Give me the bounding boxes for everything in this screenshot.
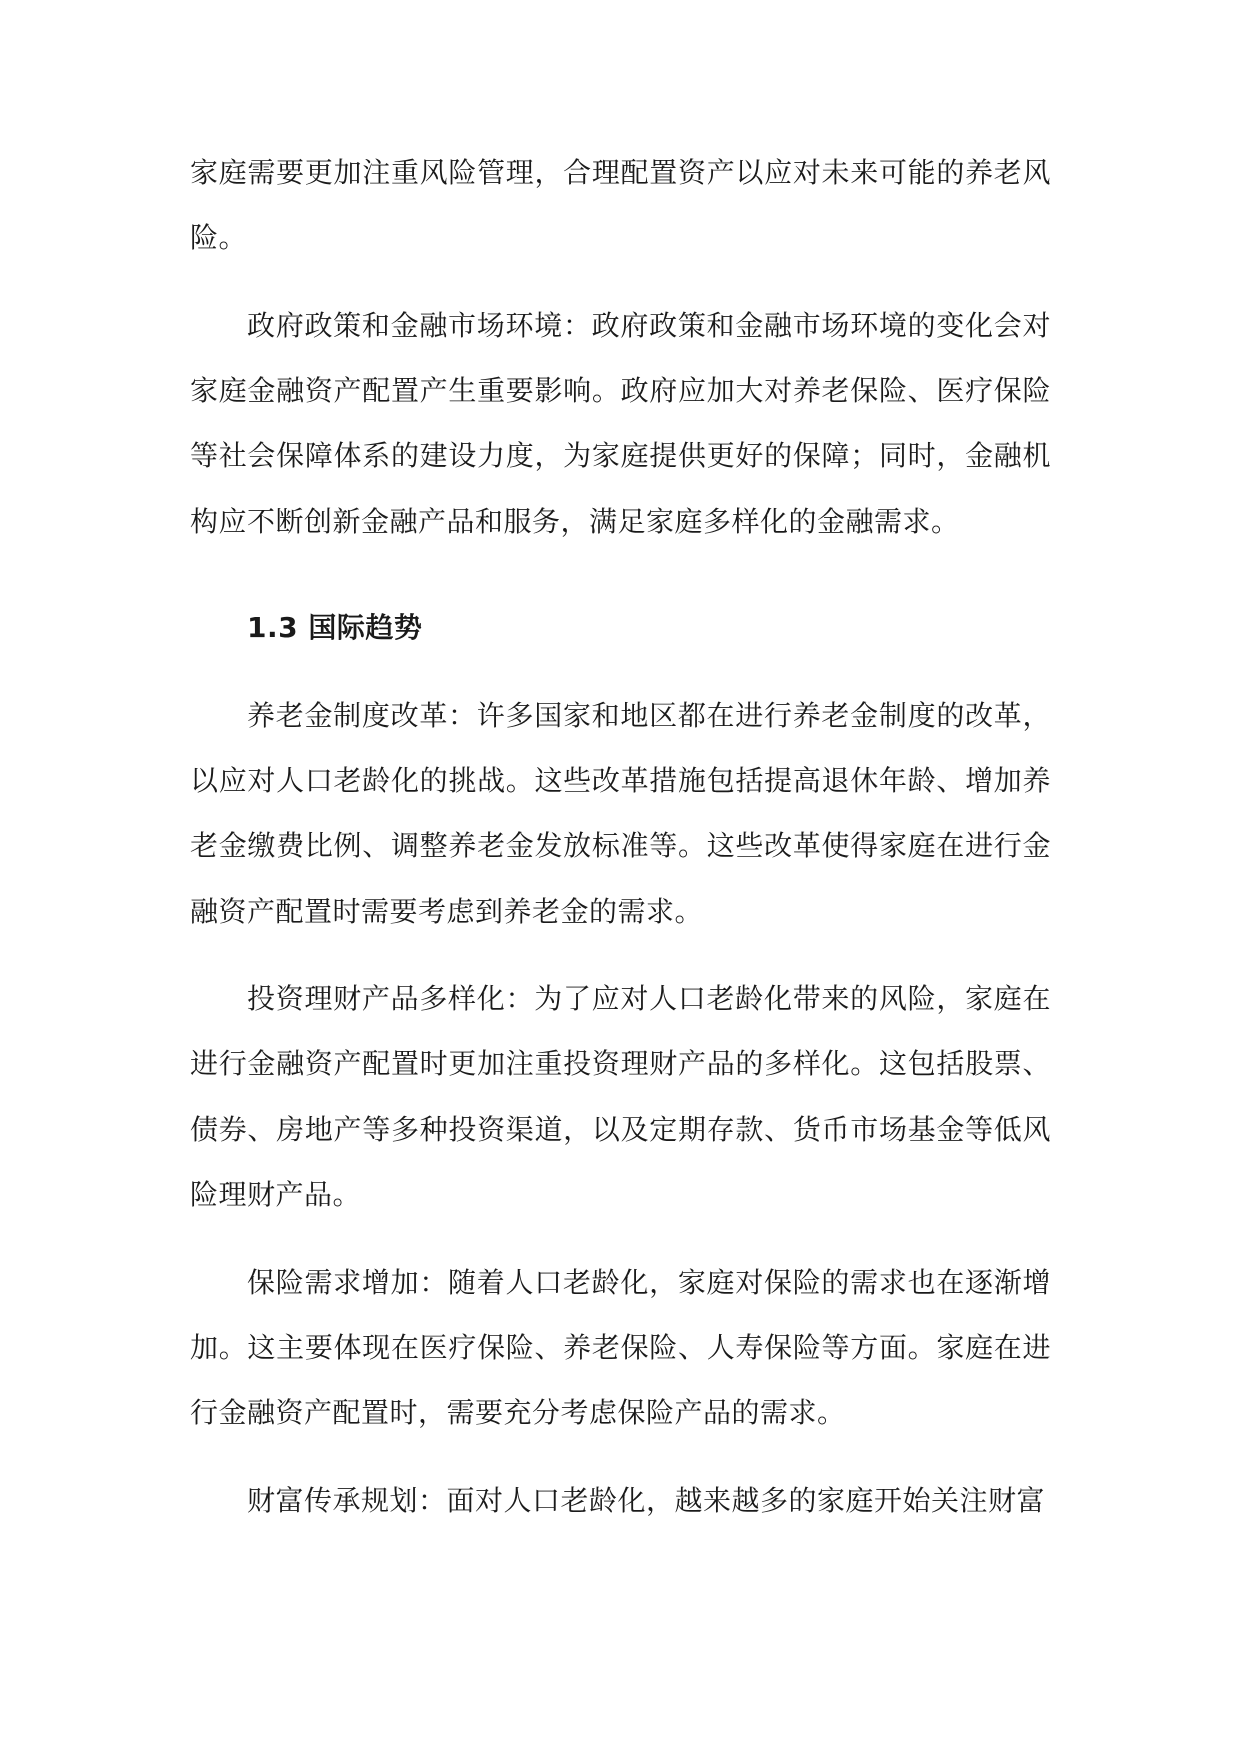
paragraph-continued: 家庭需要更加注重风险管理，合理配置资产以应对未来可能的养老风险。 [190, 156, 1051, 255]
paragraph-investment-diversification: 投资理财产品多样化：为了应对人口老龄化带来的风险，家庭在进行金融资产配置时更加注重投资理财产品的多样化。这包括股票、债券、房地产等多种投资渠道，以及定期存款、货币市场基金等低风险理财产品。 [190, 982, 1051, 1212]
document-body [190, 140, 1051, 1555]
paragraph-pension-reform: 养老金制度改革：许多国家和地区都在进行养老金制度的改革，以应对人口老龄化的挑战。这些改革措施包括提高退休年龄、增加养老金缴费比例、调整养老金发放标准等。这些改革使得家庭在进行金融资产配置时需要考虑到养老金的需求。 [190, 698, 1051, 928]
paragraph-wealth-inheritance: 财富传承规划：面对人口老龄化，越来越多的家庭开始关注财富 [247, 1483, 1046, 1517]
paragraph-insurance-demand: 保险需求增加：随着人口老龄化，家庭对保险的需求也在逐渐增加。这主要体现在医疗保险、养老保险、人寿保险等方面。家庭在进行金融资产配置时，需要充分考虑保险产品的需求。 [190, 1265, 1051, 1430]
paragraph-policy-environment: 政府政策和金融市场环境：政府政策和金融市场环境的变化会对家庭金融资产配置产生重要影响。政府应加大对养老保险、医疗保险等社会保障体系的建设力度，为家庭提供更好的保障；同时，金融机构应不断创新金融产品和服务，满足家庭多样化的金融需求。 [190, 308, 1051, 538]
section-heading: 1.3 国际趋势 [247, 611, 423, 645]
